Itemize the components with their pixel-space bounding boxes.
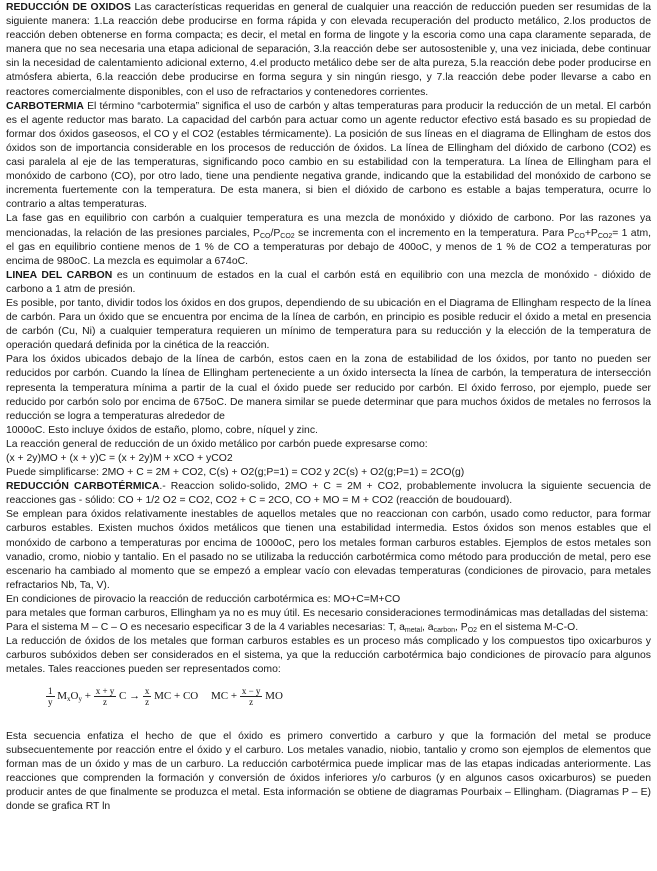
subscript-co: CO <box>574 232 585 240</box>
subscript-carbon: carbon <box>433 627 455 635</box>
heading-reduccion-carbotermica: REDUCCIÓN CARBOTÉRMICA <box>6 481 160 493</box>
fraction-1-over-y: $\frac{1}{y}$ <box>48 685 53 707</box>
paragraph-requirements <box>6 1 651 100</box>
equation-simplified: Puede simplificarse: 2MO + C = 2M + CO2, C(s) + O2(g;P=1) = CO2 y 2C(s) + O2(g;P=1) = 2CO(g) <box>6 467 465 479</box>
paragraph-linea-carbon <box>6 269 651 297</box>
paragraph-gas-phase <box>6 212 651 268</box>
text-system-d: en el sistema M-C-O. <box>477 622 579 634</box>
paragraph-carburos: para metales que forman carburos, Ellingham ya no es muy útil. Es necesario consideraciones termodinámicas mas detalladas del sistema: <box>6 608 649 620</box>
paragraph-sequence: Esta secuencia enfatiza el hecho de que el óxido es primero convertido a carburo y que la formación del metal se produce subsecuentemente por reacción entre el óxido y el carburo. Los metales vanadio, niobio, tantalio y cromo son ejemplos de elementos que forman mas de un óxido y mas de un carburo. La reducción carbotérmica puede implicar mas de las etapas indicadas anteriormente. Las reacciones que comprenden la formación y conversión de óxidos inferiores y/o carburos (y en algunos casos oxicarburos) se pueden producir antes de que finalmente se produzca el metal. Esta información se obtiene de diagramas Pourbaix – Ellingham. (Diagramas P – E) donde se grafica RT ln <box>6 730 651 812</box>
subscript-o2: O2 <box>467 627 478 635</box>
paragraph-reduccion-carbotermica <box>6 480 651 508</box>
formula-oxide-to-carbide: $\frac{1}{y}$ $M_xO_y$ + $\frac{x + y}{z}$ C → $\frac{x}{z}$ MC + CO <box>48 685 199 707</box>
text-gas-phase-a: La fase gas en equilibrio con carbón a cualquier temperatura es una mezcla de monóxido y dióxido de carbono. Por las razones ya mencionadas, la relación de las presiones parciales, P <box>6 213 651 239</box>
heading-carbotermia: CARBOTERMIA <box>6 100 84 112</box>
fraction-x-plus-y-over-z: $\frac{x + y}{z}$ <box>95 685 115 707</box>
text-system-a: Para el sistema M – C – O es necesario especificar 3 de la 4 variables necesarias: T, a <box>6 622 405 634</box>
paragraph-1000oc: 1000oC. Esto incluye óxidos de estaño, plomo, cobre, níquel y zinc. <box>6 424 318 436</box>
text-gas-phase-b: /P <box>270 227 281 239</box>
text-reduccion-carbotermica: .- Reaccion solido-solido, 2MO + C = 2M + CO2, probablemente involucra la siguiente secuencia de reacciones gas - sólido: CO + 1/2 O2 = CO2, CO2 + C = 2CO, CO + MO = M + CO2 (reacción de boudouard). <box>6 481 651 507</box>
equation-general: (x + 2y)MO + (x + y)C = (x + 2y)M + xCO + yCO2 <box>6 453 233 464</box>
formula-row <box>6 678 651 730</box>
paragraph-below-carbon-line: Para los óxidos ubicados debajo de la línea de carbón, estos caen en la zona de estabilidad de los óxidos, por tanto no pueden ser reducidos por carbón. Cuando la línea de Ellingham perteneciente a un óxido intersecta la línea de carbón, la temperatura de intersección representa la temperatura mínima a partir de la cual el óxido puede ser reducido por carbón. El óxido ferroso, por ejemplo, puede ser reducido por carbón solo por encima de 675oC. De manera similar se puede determinar que para muchos óxidos de metales no ferrosos la reducción se logra a temperaturas alrededor de <box>6 354 651 422</box>
subscript-co: CO <box>259 232 271 240</box>
paragraph-carbotermia <box>6 100 651 213</box>
paragraph-unstable-oxides: Se emplean para óxidos relativamente inestables de aquellos metales que no reaccionan con carbón, usado como reductor, para formar carburos estables. Existen muchos óxidos metálicos que tienen una estabilidad intermedia. Estos óxidos son menos estables que el monóxido de carbono a temperaturas por encima de 1000oC, pero los metales forman carburos estables. Ejemplos de estos metales son vanadio, cromo, niobio y tantalio. En el pasado no se utilizaba la reducción carbotérmica como método para producción de metal, pero ese escenario ha cambiado al momento que se empezó a emplear vacío con elevadas temperaturas (condiciones de pirovacio, para metales refractarios Nb, Ta, V). <box>6 509 651 591</box>
paragraph-general-reaction: La reacción general de reducción de un óxido metálico por carbón puede expresarse como: <box>6 438 428 450</box>
text-gas-phase-d: +P <box>584 227 598 239</box>
subscript-co2: CO2 <box>280 232 295 240</box>
fraction-x-minus-y-over-z: $\frac{x - y}{z}$ <box>241 685 261 707</box>
arrow-icon: → <box>129 689 141 702</box>
formula-carbide-to-metal: MC + $\frac{x - y}{z}$ MO <box>211 685 283 707</box>
text-system-c: , P <box>454 622 468 634</box>
paragraph-oxicarburos: La reducción de óxidos de los metales que forman carburos estables es un proceso más complicado y los compuestos tipo oxicarburos y carburos subóxidos deben ser considerados en el sistema, ya que la reducción carbotérmica bajo condiciones de pirovacío para algunos metales. Tales reacciones pueden ser representados como: <box>6 636 651 676</box>
heading-reduccion-oxidos: REDUCCIÓN DE OXIDOS <box>6 2 131 13</box>
text-system-b: , a <box>422 622 434 634</box>
paragraph-pirovacio: En condiciones de pirovacio la reacción de reducción carbotérmica es: MO+C=M+CO <box>6 593 401 605</box>
text-gas-phase-e: = 1 atm, el gas en equilibrio contiene menos de 1 % de CO a temperaturas por debajo de 400oC, y menos de 1 % de CO2 a temperaturas por encima de 980oC. La mezcla es equimolar a 674oC. <box>6 227 652 267</box>
heading-linea-carbon: LINEA DEL CARBON <box>6 269 113 281</box>
subscript-co2: CO2 <box>597 232 613 240</box>
text-carbotermia: El término “carbotermia” significa el uso de carbón y altas temperaturas para producir la reducción de un metal. El carbón es el agente reductor mas barato. La capacidad del carbón para actuar como un agente reductor efectivo está basado es su propiedad de formar dos óxidos gaseosos, el CO y el CO2 (estables térmicamente). La posición de sus líneas en el diagrama de Ellingham de estos dos óxidos son de importancia considerable en los procesos de reducción de óxidos. La línea de Ellingham del dióxido de carbono (CO2) es casi paralela al eje de las temperaturas, significando poco cambio en su estabilidad con la temperatura. La línea de Ellingham para el monóxido de carbono (CO), por otro lado, tiene una pendiente negativa grande, indicando que la estabilidad del monóxido de carbono se incrementa fuertemente con la temperatura. De esta manera, si bien el dióxido de carbono es estable a bajas temperatura, ocurre lo contrario a altas temperaturas. <box>6 100 651 211</box>
text-requirements: Las características requeridas en general de cualquier una reacción de reducción pueden ser resumidas de la siguiente manera: 1.La reacción debe producirse en forma rápida y con elevada recuperación del producto metálico, 2.los productos de reacción deben obtenerse en forma compacta; es decir, el metal en forma de lingote y la escoria como una capa claramente separada, de manera que no sea necesaria una etapa adicional de separación, 3.la reacción debe ser autosostenible y, una vez iniciada, debe continuar sin la necesidad de calentamiento adicional externo, 4.el producto metálico debe ser de alta pureza, 5.la reacción debe poder producirse en atmósfera abierta, 6.la reacción debe producirse en forma segura y sin ningún riesgo, y 7.la reacción debe poder llevarse a cabo en reactores comercialmente disponibles, con el uso de refractarios y contenedores corrientes. <box>6 2 652 98</box>
fraction-x-over-z: $\frac{x}{z}$ <box>144 685 150 707</box>
text-linea-carbon: es un continuum de estados en la cual el carbón está en equilibrio con una mezcla de monóxido - dióxido de carbono a 1 atm de presión. <box>6 269 651 295</box>
paragraph-two-groups: Es posible, por tanto, dividir todos los óxidos en dos grupos, dependiendo de su ubicación en el Diagrama de Ellingham respecto de la línea de carbón. Para un óxido que se encuentra por encima de la línea de carbón, en principio es posible reducir el óxido a metal en presencia de carbón (Cu, Ni) a cualquier temperatura requieren un mínimo de temperatura para su reducción y la elección de la temperatura de operación quedará definida por la cinética de la reacción. <box>6 297 651 352</box>
text-gas-phase-c: se incrementa con el incremento en la temperatura. Para P <box>294 227 575 239</box>
subscript-metal: metal <box>404 627 423 635</box>
paragraph-system-mco <box>6 621 651 635</box>
